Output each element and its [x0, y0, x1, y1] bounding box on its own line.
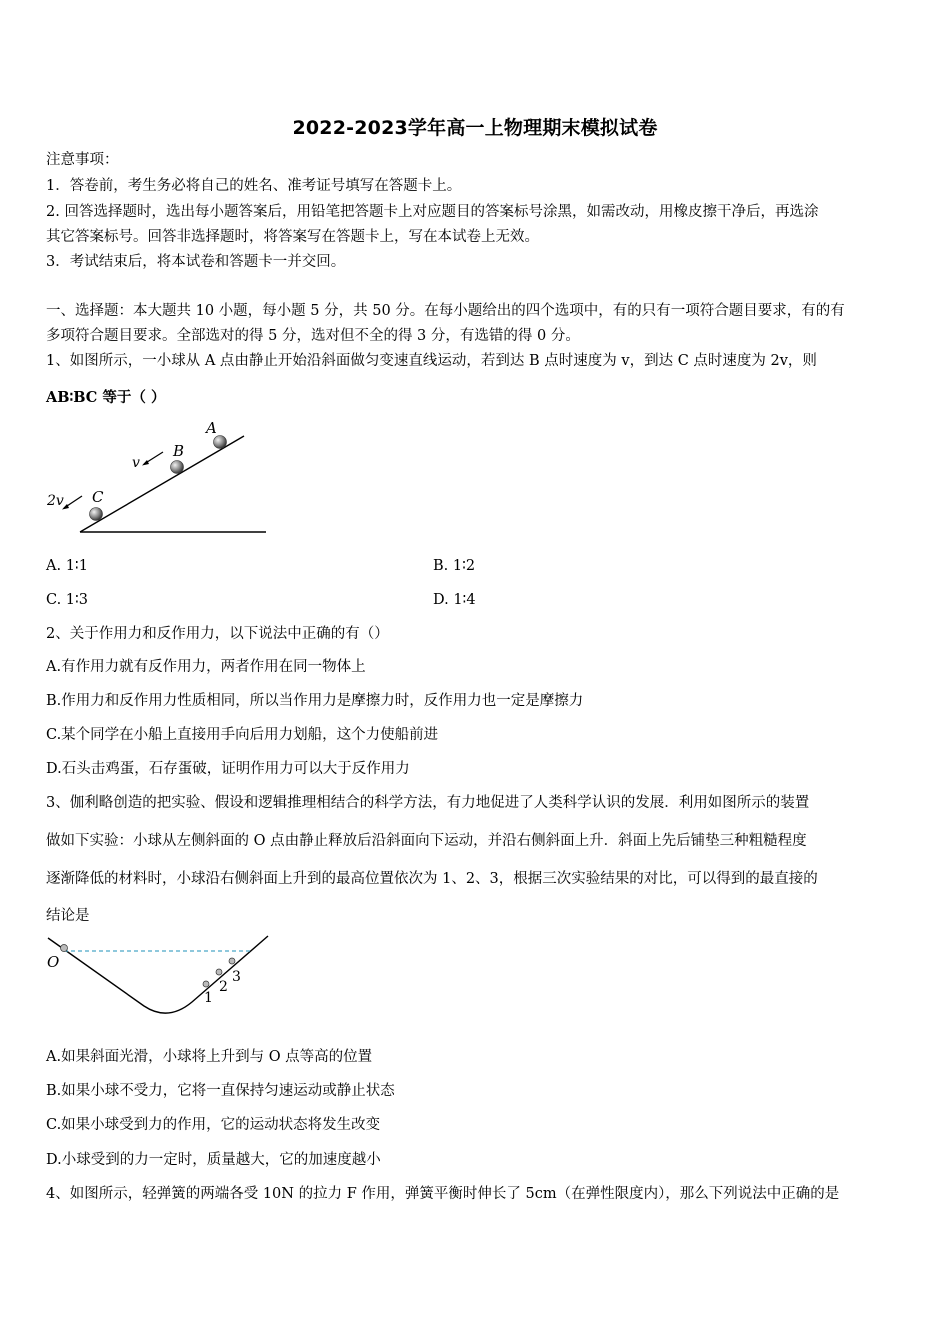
- label-2v: 2v: [47, 493, 64, 509]
- ball-position-3: [229, 958, 235, 964]
- label-a: A: [206, 419, 217, 437]
- question-1-stem-ratio: AB∶BC 等于（ ）: [46, 389, 166, 406]
- question-3-stem: 3、伽利略创造的把实验、假设和逻辑推理相结合的科学方法，有力地促进了人类科学认识的发展．利用如图所示的装置: [46, 795, 810, 811]
- question-4-stem: 4、如图所示，轻弹簧的两端各受 10N 的拉力 F 作用，弹簧平衡时伸长了 5cm（在弹性限度内），那么下列说法中正确的是: [46, 1186, 840, 1202]
- notice-line: 2. 回答选择题时，选出每小题答案后，用铅笔把答题卡上对应题目的答案标号涂黑，如需改动，用橡皮擦干净后，再选涂: [46, 204, 819, 220]
- incline-figure: [40, 412, 280, 540]
- label-1: 1: [204, 990, 213, 1006]
- question-3-stem: 逐渐降低的材料时，小球沿右侧斜面上升到的最高位置依次为 1、2、3，根据三次实验结果的对比，可以得到的最直接的: [46, 871, 818, 887]
- q1-option-c[interactable]: C. 1∶3: [46, 592, 89, 608]
- notice-line: 1．答卷前，考生务必将自己的姓名、准考证号填写在答题卡上。: [46, 178, 462, 194]
- q2-option-c[interactable]: C.某个同学在小船上直接用手向后用力划船，这个力使船前进: [46, 727, 439, 743]
- galileo-ramp-figure: [40, 932, 280, 1022]
- q1-option-d[interactable]: D. 1∶4: [433, 592, 476, 608]
- label-v: v: [132, 455, 140, 471]
- q3-option-a[interactable]: A.如果斜面光滑，小球将上升到与 O 点等高的位置: [46, 1049, 373, 1065]
- ball-a: [214, 436, 227, 449]
- ball-c: [90, 508, 103, 521]
- question-3-stem: 结论是: [46, 908, 90, 924]
- question-2-stem: 2、关于作用力和反作用力，以下说法中正确的有（）: [46, 626, 389, 642]
- section-instructions: 一、选择题：本大题共 10 小题，每小题 5 分，共 50 分。在每小题给出的四个选项中，有的只有一项符合题目要求，有的有: [46, 303, 845, 319]
- incline-surface: [80, 436, 244, 532]
- q2-option-b[interactable]: B.作用力和反作用力性质相同，所以当作用力是摩擦力时，反作用力也一定是摩擦力: [46, 693, 584, 709]
- ball-b: [171, 461, 184, 474]
- label-o: O: [47, 953, 60, 971]
- q2-option-d[interactable]: D.石头击鸡蛋，石存蛋破，证明作用力可以大于反作用力: [46, 761, 410, 777]
- question-3-stem: 做如下实验：小球从左侧斜面的 O 点由静止释放后沿斜面向下运动，并沿右侧斜面上升．斜面上先后铺垫三种粗糙程度: [46, 833, 807, 849]
- label-3: 3: [232, 969, 241, 985]
- ball-position-1: [203, 981, 209, 987]
- notice-line: 3．考试结束后，将本试卷和答题卡一并交回。: [46, 254, 346, 270]
- ball-position-2: [216, 969, 222, 975]
- ball-o: [61, 945, 68, 952]
- label-2: 2: [219, 979, 228, 995]
- q2-option-a[interactable]: A.有作用力就有反作用力，两者作用在同一物体上: [46, 659, 366, 675]
- q3-option-b[interactable]: B.如果小球不受力，它将一直保持匀速运动或静止状态: [46, 1083, 395, 1099]
- q3-option-c[interactable]: C.如果小球受到力的作用，它的运动状态将发生改变: [46, 1117, 381, 1133]
- q1-option-a[interactable]: A. 1∶1: [46, 558, 88, 574]
- q1-option-b[interactable]: B. 1∶2: [433, 558, 476, 574]
- question-1-stem: 1、如图所示，一小球从 A 点由静止开始沿斜面做匀变速直线运动，若到达 B 点时速度为 v，到达 C 点时速度为 2v，则: [46, 353, 817, 369]
- q3-option-d[interactable]: D.小球受到的力一定时，质量越大，它的加速度越小: [46, 1152, 381, 1168]
- notice-line: 其它答案标号。回答非选择题时，将答案写在答题卡上，写在本试卷上无效。: [46, 229, 539, 245]
- notice-heading: 注意事项：: [46, 152, 119, 168]
- section-instructions: 多项符合题目要求。全部选对的得 5 分，选对但不全的得 3 分，有选错的得 0 分。: [46, 328, 580, 344]
- label-c: C: [92, 488, 104, 506]
- label-b: B: [173, 442, 185, 460]
- page-title: 2022-2023学年高一上物理期末模拟试卷: [292, 117, 658, 139]
